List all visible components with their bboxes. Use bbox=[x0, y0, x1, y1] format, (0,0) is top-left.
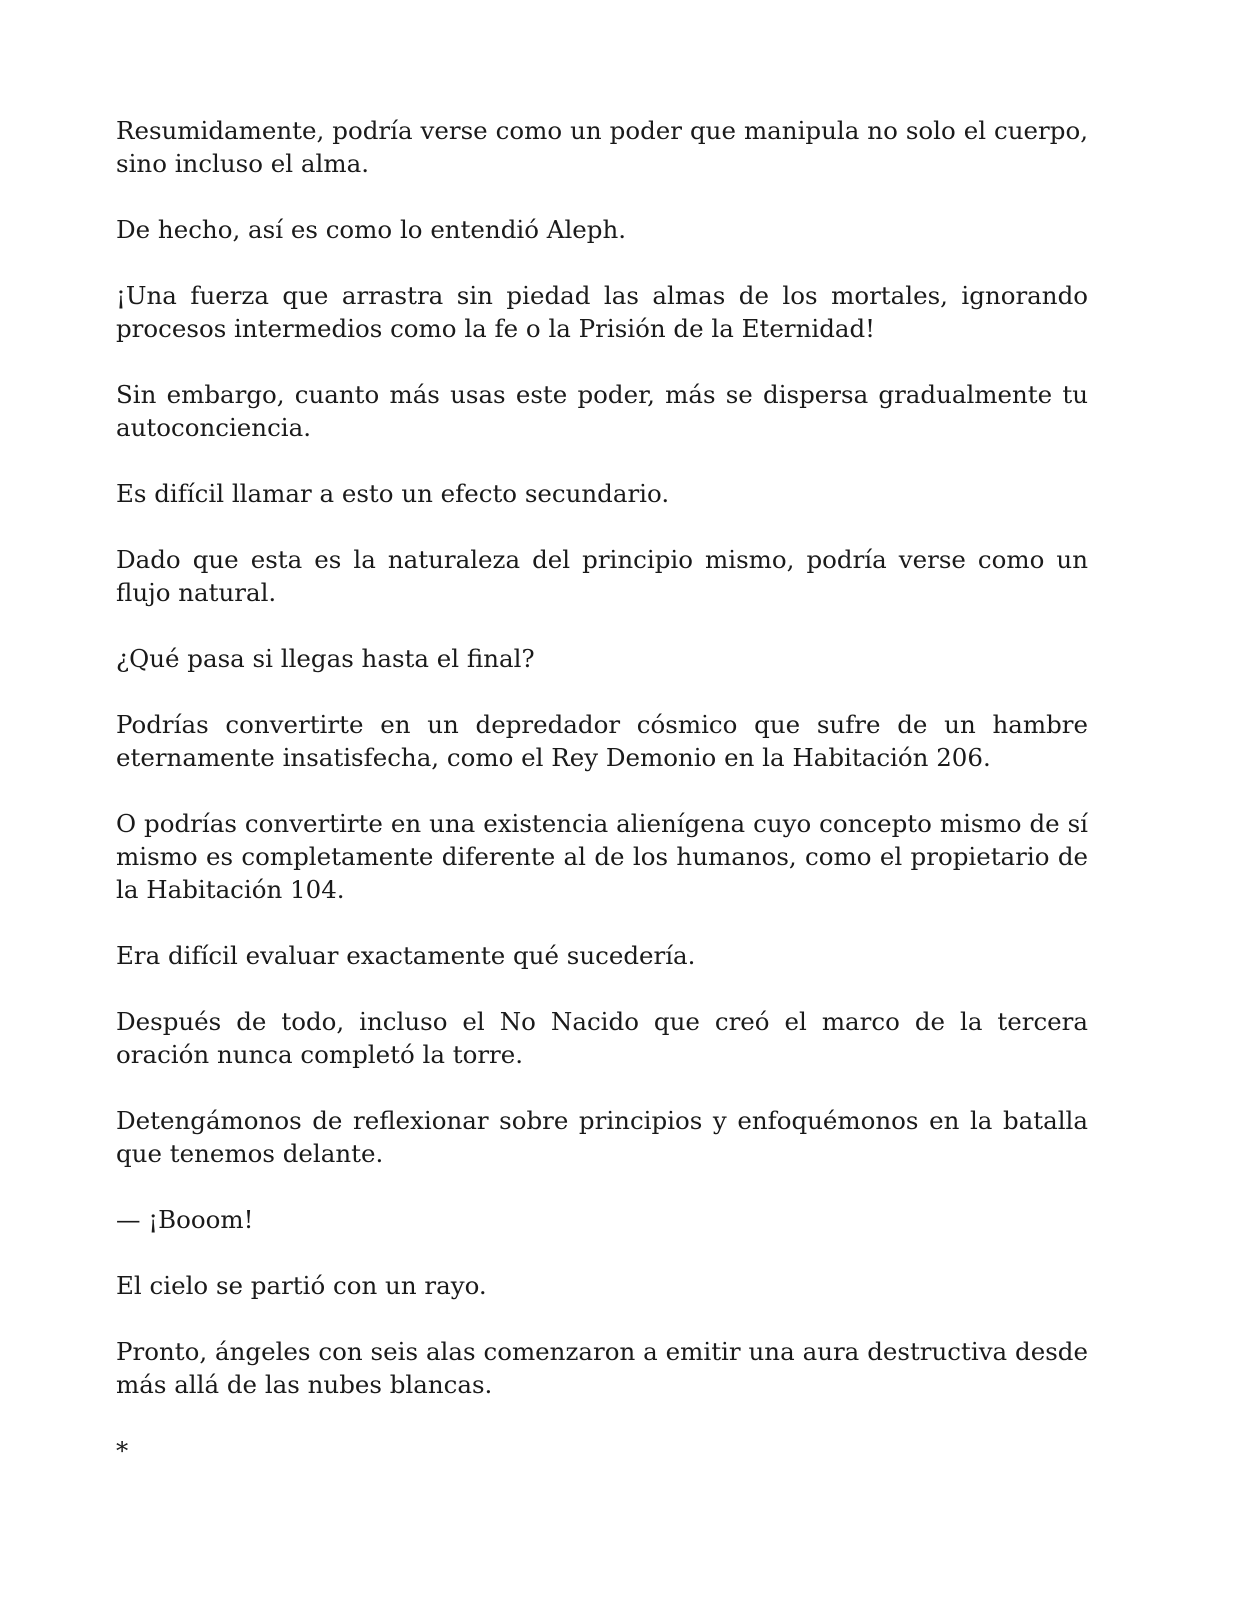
paragraph: Después de todo, incluso el No Nacido que creó el marco de la tercera oración nunca completó la torre. bbox=[116, 1007, 1088, 1069]
paragraph: Pronto, ángeles con seis alas comenzaron a emitir una aura destructiva desde más allá de las nubes blancas. bbox=[116, 1337, 1088, 1399]
paragraph: Podrías convertirte en un depredador cósmico que sufre de un hambre eternamente insatisfecha, como el Rey Demonio en la Habitación 206. bbox=[116, 710, 1088, 772]
paragraph: ¡Una fuerza que arrastra sin piedad las almas de los mortales, ignorando procesos intermedios como la fe o la Prisión de la Eternidad! bbox=[116, 281, 1088, 343]
paragraph: O podrías convertirte en una existencia alienígena cuyo concepto mismo de sí mismo es completamente diferente al de los humanos, como el propietario de la Habitación 104. bbox=[116, 809, 1088, 904]
paragraph: El cielo se partió con un rayo. bbox=[116, 1271, 487, 1300]
paragraph: De hecho, así es como lo entendió Aleph. bbox=[116, 215, 627, 244]
document-body bbox=[116, 114, 1088, 1467]
paragraph: Dado que esta es la naturaleza del principio mismo, podría verse como un flujo natural. bbox=[116, 545, 1088, 607]
paragraph: Era difícil evaluar exactamente qué sucedería. bbox=[116, 941, 696, 970]
paragraph: Sin embargo, cuanto más usas este poder, más se dispersa gradualmente tu autoconciencia. bbox=[116, 380, 1088, 442]
section-separator: * bbox=[116, 1436, 129, 1465]
paragraph: ¿Qué pasa si llegas hasta el final? bbox=[116, 644, 535, 673]
paragraph: — ¡Booom! bbox=[116, 1205, 254, 1234]
paragraph: Detengámonos de reflexionar sobre principios y enfoquémonos en la batalla que tenemos delante. bbox=[116, 1106, 1088, 1168]
paragraph: Es difícil llamar a esto un efecto secundario. bbox=[116, 479, 670, 508]
paragraph: Resumidamente, podría verse como un poder que manipula no solo el cuerpo, sino incluso el alma. bbox=[116, 116, 1088, 178]
